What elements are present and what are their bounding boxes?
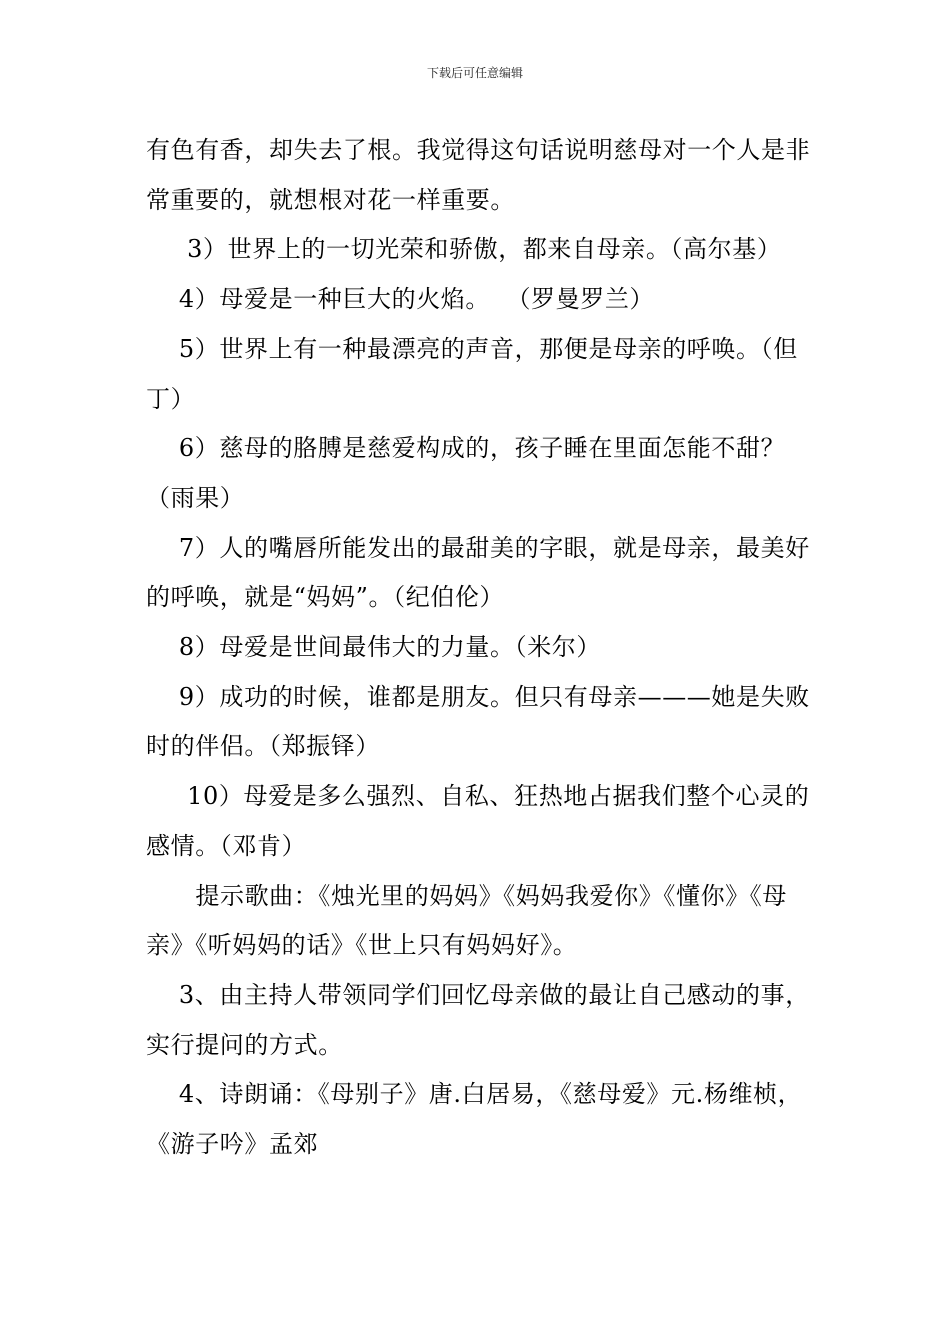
paragraph: 4）母爱是一种巨大的火焰。 （罗曼罗兰）	[146, 285, 655, 314]
paragraph: 3、由主持人带领同学们回忆母亲做的最让自己感动的事，实行提问的方式。	[146, 980, 810, 1059]
paragraph: 8）母爱是世间最伟大的力量。（米尔）	[146, 633, 601, 662]
paragraph: 3）世界上的一切光荣和骄傲，都来自母亲。（高尔基）	[146, 235, 782, 264]
paragraph: 4、诗朗诵：《母别子》唐.白居易，《慈母爱》元.杨维桢，《游子吟》孟郊	[146, 1080, 803, 1159]
paragraph: 5）世界上有一种最漂亮的声音，那便是母亲的呼唤。（但丁）	[146, 334, 798, 413]
paragraph: 6）慈母的胳膊是慈爱构成的，孩子睡在里面怎能不甜？（雨果）	[146, 434, 786, 512]
paragraph: 7）人的嘴唇所能发出的最甜美的字眼，就是母亲，最美好的呼唤，就是“妈妈”。（纪伯伦）	[146, 533, 810, 612]
paragraph: 10）母爱是多么强烈、自私、狂热地占据我们整个心灵的感情。（邓肯）	[146, 782, 810, 860]
paragraph: 有色有香，却失去了根。我觉得这句话说明慈母对一个人是非常重要的，就想根对花一样重要。	[146, 136, 811, 214]
paragraph: 9）成功的时候，谁都是朋友。但只有母亲———她是失败时的伴侣。（郑振铎）	[146, 682, 810, 761]
paragraph: 提示歌曲：《烛光里的妈妈》《妈妈我爱你》《懂你》《母亲》《听妈妈的话》《世上只有妈妈好》。	[146, 881, 787, 960]
document-body	[146, 126, 814, 1170]
page-header: 下载后可任意编辑	[426, 66, 523, 80]
